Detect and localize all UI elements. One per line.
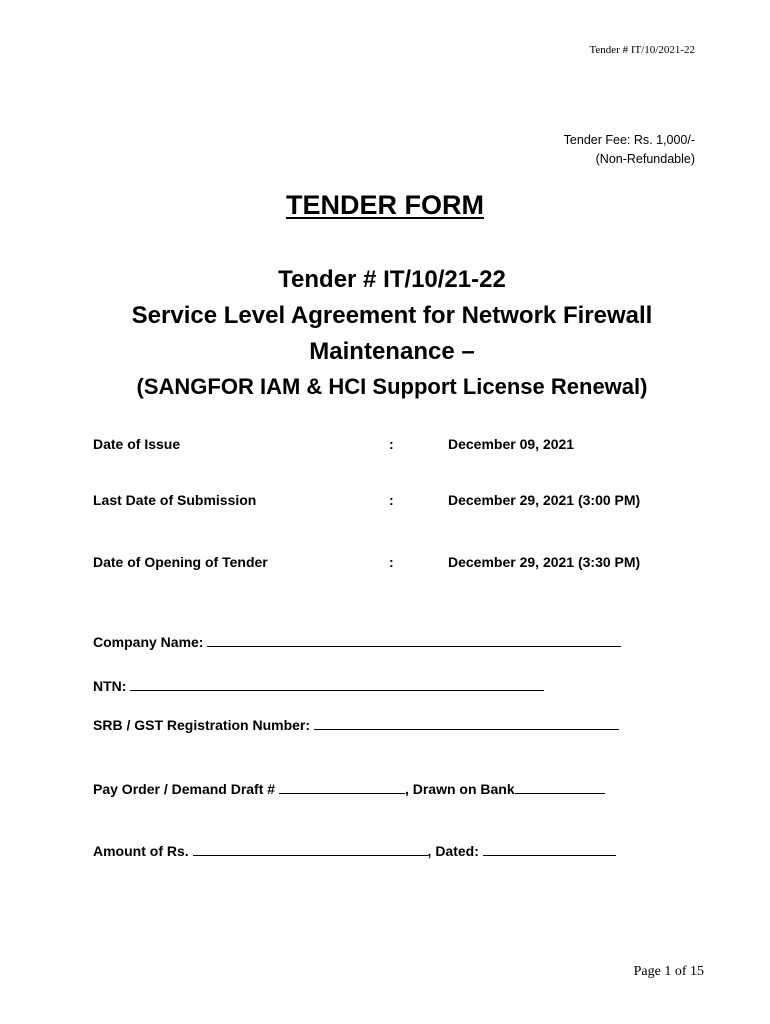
date-of-issue-colon: : [389,436,394,452]
ntn-blank[interactable] [130,676,544,691]
form-title [0,190,770,221]
dated-blank[interactable] [483,841,616,856]
ntn-label: NTN: [93,678,127,694]
srb-gst-blank[interactable] [314,715,619,730]
amount-field [93,841,616,859]
date-opening-value: December 29, 2021 (3:30 PM) [448,554,641,570]
form-title-text: TENDER FORM [286,190,484,220]
dated-label: , Dated: [427,843,479,859]
pay-order-field [93,779,605,797]
amount-blank[interactable] [193,841,428,856]
srb-gst-label: SRB / GST Registration Number: [93,717,311,733]
drawn-on-bank-blank[interactable] [515,779,605,794]
srb-gst-field [93,715,619,733]
amount-label: Amount of Rs. [93,843,189,859]
date-of-issue-label: Date of Issue [93,436,181,452]
tender-number: Tender # IT/10/21-22 [278,266,506,293]
tender-subject-line-3: (SANGFOR IAM & HCI Support License Renewal) [136,374,648,399]
company-name-blank[interactable] [207,632,621,647]
last-date-submission-colon: : [389,492,394,508]
ntn-field [93,676,544,694]
last-date-submission-value: December 29, 2021 (3:00 PM) [448,492,641,508]
pay-order-label: Pay Order / Demand Draft # [93,781,276,797]
date-opening-colon: : [389,554,394,570]
header-reference: Tender # IT/10/2021-22 [589,44,695,56]
company-name-label: Company Name: [93,634,204,650]
tender-fee [564,131,695,169]
last-date-submission-label: Last Date of Submission [93,492,257,508]
drawn-on-bank-label: , Drawn on Bank [404,781,515,797]
date-opening-label: Date of Opening of Tender [93,554,268,570]
date-of-issue-value: December 09, 2021 [448,436,575,452]
tender-fee-note: (Non-Refundable) [595,152,695,166]
pay-order-blank[interactable] [279,779,405,794]
tender-fee-amount: Tender Fee: Rs. 1,000/- [563,133,695,147]
tender-heading [0,262,770,404]
company-name-field [93,632,621,650]
tender-subject-line-1: Service Level Agreement for Network Firewall [131,302,653,329]
page-number: Page 1 of 15 [633,964,704,979]
tender-subject-line-2: Maintenance – [309,338,475,365]
